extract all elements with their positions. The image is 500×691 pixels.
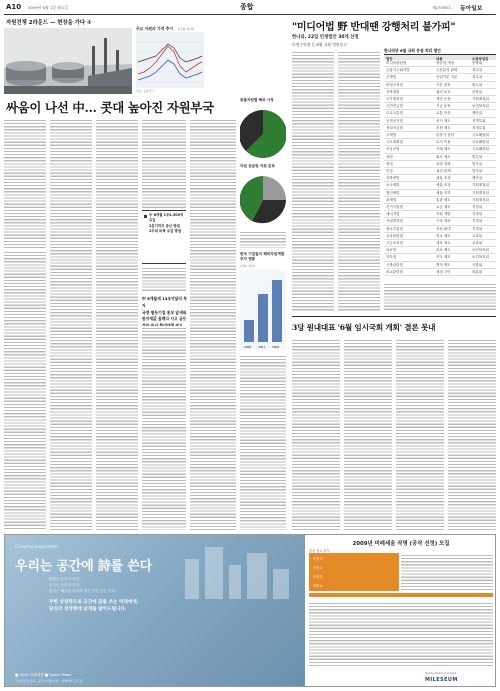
table-row xyxy=(384,89,496,96)
section-name: 종합 xyxy=(240,3,254,11)
table-cell-committee: 교과위 xyxy=(472,241,483,245)
issue-date: 2009년 6월 1일 월요일 xyxy=(28,5,69,10)
ad-tagline: Creative Inspiration xyxy=(15,545,59,550)
table-row xyxy=(384,146,496,153)
bills-table-title: 한나라당 6월 국회 중점 처리 법안 xyxy=(384,48,441,53)
table-cell-committee: 보건복지위 xyxy=(472,104,489,109)
contest-label-2: 지정 2 xyxy=(313,566,323,570)
side-chart-column xyxy=(238,96,288,530)
contest-orange-block xyxy=(309,553,399,591)
table-row xyxy=(384,226,496,233)
table-cell-committee: 지경위 xyxy=(472,219,483,224)
contest-label-1: 지정 1 xyxy=(313,557,323,561)
table-row xyxy=(384,103,496,110)
table-cell-content: 재외 국민 xyxy=(436,269,451,274)
table-cell-bill: 공직선거법 xyxy=(386,118,403,123)
table-cell-content: 세율 인하 xyxy=(436,190,451,195)
right-divider xyxy=(292,316,496,317)
table-cell-committee: 국토해양위 xyxy=(472,140,489,145)
table-header-committee: 소관상임위 xyxy=(472,56,489,61)
table-cell-bill: 국가재정법 xyxy=(386,97,403,101)
table-cell-bill: 의료법 xyxy=(386,248,397,253)
table-row xyxy=(384,125,496,132)
table-row xyxy=(384,161,496,168)
contest-title: 2009년 미래세움 작명 (공작 선정) 모집 xyxy=(352,541,450,547)
contest-desc xyxy=(401,553,493,591)
table-cell-bill: 금융지주회사법 xyxy=(386,68,410,73)
table-cell-content: 의료 제도 xyxy=(436,248,451,253)
table-cell-content: 지원 확대 xyxy=(436,226,451,231)
table-row xyxy=(384,168,496,175)
series-kicker: 자원전쟁 2라운드 — 현장을 가다 ① xyxy=(6,20,92,26)
table-cell-committee: 환노위 xyxy=(472,82,483,87)
table-cell-content: 약국 제도 xyxy=(436,255,451,260)
table-cell-committee: 기획재정위 xyxy=(472,197,489,202)
main-headline: 싸움이 나선 中… 콧대 높아진 자원부국 xyxy=(6,100,214,115)
table-cell-content: 기금 운용 xyxy=(436,104,451,109)
right-body-col-3 xyxy=(384,282,496,312)
bar-2007 xyxy=(258,294,268,342)
body-col-4 xyxy=(142,118,186,208)
right-byline-head: 이명수의장 등 6월 국회 정원보고 xyxy=(292,42,347,47)
table-row xyxy=(384,118,496,125)
table-cell-content: 거래 제도 xyxy=(436,147,451,152)
price-chart-source: 자료: 블룸버그 xyxy=(136,89,155,93)
paper-name: 동아일보 xyxy=(460,6,483,12)
ad-lead: 무한 상상력으로 공간에 글를 쓰는 미래에셋, 당신의 상상력에 날개를 달아드립니다. xyxy=(49,600,139,612)
table-row xyxy=(384,204,496,211)
table-header-bill: 법안 xyxy=(386,56,393,61)
table-cell-committee: 보건복지위 xyxy=(472,255,489,260)
table-cell-content: 병역 제도 xyxy=(436,262,451,267)
side-chart-1-title: 광물자원별 해외 시장 xyxy=(240,98,274,102)
table-cell-content: 처벌 강화 xyxy=(436,161,451,166)
refinery-photo xyxy=(4,28,132,94)
table-row xyxy=(384,218,496,225)
table-cell-content: 선거 제도 xyxy=(436,118,451,123)
second-body-col-1 xyxy=(292,338,340,530)
ad-small-line-2: 우주는 우리의 인간, xyxy=(49,583,81,587)
bar-label-2006: 2006 xyxy=(244,345,252,349)
side-body xyxy=(240,354,286,530)
edition-number: 제27006호 xyxy=(432,5,452,10)
second-body-col-2 xyxy=(344,338,392,530)
table-row xyxy=(384,175,496,182)
ad-building-silhouette xyxy=(175,539,301,599)
contest-orange-strip xyxy=(309,593,493,597)
table-cell-content: 금산분리 완화 xyxy=(436,68,458,73)
table-cell-committee: 문방위 xyxy=(472,89,483,94)
table-cell-committee: 법사위 xyxy=(472,154,483,159)
table-cell-committee: 정무위 xyxy=(472,68,483,73)
right-body-col-1 xyxy=(292,50,334,312)
table-cell-bill: 법인세법 xyxy=(386,190,400,195)
table-cell-content: 세율 조정 xyxy=(436,176,451,181)
table-cell-committee: 행안위 xyxy=(472,111,483,116)
page-number: A10 xyxy=(6,3,22,11)
table-cell-content: 요금 제도 xyxy=(436,205,451,209)
table-cell-content: 교통 안전 xyxy=(436,111,451,116)
table-cell-bill: 산업발전법 xyxy=(386,219,403,224)
contest-label-4: 지정 4 xyxy=(313,584,323,588)
table-cell-content: 기간 연장 xyxy=(436,82,451,87)
table-cell-committee: 정개특위 xyxy=(472,118,486,123)
table-cell-content: 학교 제도 xyxy=(436,233,451,238)
table-cell-content: 자원 개발 xyxy=(436,212,451,217)
table-row xyxy=(384,254,496,261)
table-cell-committee: 외통위 xyxy=(472,269,483,274)
table-cell-committee: 법사위 xyxy=(472,169,483,173)
table-cell-bill: 교육관련법 xyxy=(386,233,403,238)
table-row xyxy=(384,240,496,247)
table-cell-content: 대학 제도 xyxy=(436,241,451,245)
contest-rules xyxy=(309,601,493,667)
table-row xyxy=(384,190,496,197)
table-cell-content: 통관 제도 xyxy=(436,197,451,202)
contest-subtitle: 관련 참고 분야 xyxy=(309,549,330,553)
table-cell-committee: 문방위 xyxy=(472,61,483,65)
table-cell-content: 산업자본 지분 xyxy=(436,75,458,80)
table-cell-bill: 약사법 xyxy=(386,255,397,260)
table-cell-content: 토지 이용 xyxy=(436,140,451,145)
table-cell-bill: 비정규직법 xyxy=(386,82,403,87)
table-cell-bill: 저작권법 xyxy=(386,89,400,94)
table-cell-committee: 기획재정위 xyxy=(472,190,489,195)
price-chart xyxy=(134,26,206,94)
bills-table-body xyxy=(384,60,496,280)
body-col-1 xyxy=(4,118,46,248)
table-cell-bill: 국방관련법 xyxy=(386,262,403,267)
table-cell-committee: 법사위 xyxy=(472,161,483,166)
table-row xyxy=(384,82,496,89)
bills-table xyxy=(384,48,496,280)
table-cell-bill: 부동산법 xyxy=(386,147,400,152)
body-col-4-c xyxy=(142,326,186,530)
body-col-1-b xyxy=(4,250,46,530)
table-cell-content: 후원 제도 xyxy=(436,125,451,130)
table-cell-bill: 주택법 xyxy=(386,133,397,137)
table-row xyxy=(384,74,496,81)
side-chart-3-unit: (단위: 달러) xyxy=(240,264,255,268)
second-body-col-3 xyxy=(396,338,444,530)
table-cell-bill: 관세법 xyxy=(386,197,397,202)
table-cell-committee: 행안위 xyxy=(472,176,483,181)
table-cell-bill: 상법 xyxy=(386,154,393,159)
second-headline: 3당 원내대표 '6월 임시국회 개회' 결론 못내 xyxy=(292,323,436,332)
ad-banner xyxy=(4,534,496,687)
side-caption xyxy=(240,230,286,248)
table-row xyxy=(384,154,496,161)
table-row xyxy=(384,96,496,103)
price-chart-title: 주요 자원의 가격 추이 xyxy=(136,26,173,31)
side-chart-2-title: 자원 공급원 자원 분포 xyxy=(240,164,275,168)
right-body-col-2 xyxy=(338,50,380,312)
table-cell-bill: 민법 xyxy=(386,169,393,173)
table-row xyxy=(384,139,496,146)
table-cell-bill: 전기사업법 xyxy=(386,205,403,209)
table-cell-bill: 국민연금법 xyxy=(386,104,403,109)
ad-headline: 우리는 공간에 詩를 쓴다 xyxy=(15,559,152,574)
table-cell-bill: 소득세법 xyxy=(386,183,400,188)
table-cell-content: 방송법 개정 xyxy=(436,61,455,65)
contest-label-3: 지정 3 xyxy=(313,575,323,579)
ad-left-panel xyxy=(5,535,305,687)
side-chart-3-title: 한국 기업들의 해외자원개발 투자 현황 xyxy=(240,252,285,261)
table-cell-bill: 형법 xyxy=(386,161,393,166)
table-cell-committee: 국방위 xyxy=(472,262,483,267)
table-cell-content: 세율 조정 xyxy=(436,183,451,188)
table-cell-committee: 정무위 xyxy=(472,75,483,80)
masthead xyxy=(0,0,500,14)
table-cell-bill: 미디어관련법 xyxy=(386,61,407,65)
ad-small-line-1: 밤꽃은 유년의 자동, xyxy=(49,577,81,581)
table-row xyxy=(384,233,496,240)
header-divider xyxy=(4,14,496,15)
ad-footer: ■ 2009 미래에셋 ■ Space Poem xyxy=(15,673,72,677)
table-cell-committee: 정개특위 xyxy=(472,125,486,130)
table-cell-committee: 국토해양위 xyxy=(472,147,489,152)
body-col-2 xyxy=(50,118,92,530)
body-subhead: 中 6개월새 13조억달러 투자 국영·협동기업 통보 앞세워 원자재값 올해다 사고 금등 xyxy=(142,296,188,322)
table-row xyxy=(384,247,496,254)
subhead-box-icon xyxy=(144,215,147,218)
pie-2-slice-a xyxy=(263,176,286,200)
table-cell-content: 권리 관계 xyxy=(436,169,451,173)
table-cell-bill: 도로교통법 xyxy=(386,111,403,116)
bar-label-2008: 2008 xyxy=(272,345,280,349)
table-cell-committee: 기획재정위 xyxy=(472,97,489,101)
ad-small-line-3: 한지는 해상을 얻하게 찾은 공간 얻는 가치. xyxy=(49,589,117,593)
ad-footer-sub: 부동산공간가치 · 공간가치합니다 · 미래에셋 공모전 xyxy=(15,679,83,683)
price-chart-unit: (단위: 달러) xyxy=(178,26,194,31)
table-cell-committee: 국토해양위 xyxy=(472,133,489,137)
table-row xyxy=(384,269,496,276)
body-col-3 xyxy=(96,118,138,530)
table-row xyxy=(384,110,496,117)
table-cell-content: 권리 보호 xyxy=(436,89,451,94)
contest-brand-en: Space Poem Contest xyxy=(425,671,456,675)
table-cell-bill: 외교관련법 xyxy=(386,269,403,274)
table-cell-committee: 보건복지위 xyxy=(472,248,489,253)
table-cell-bill: 중소기업법 xyxy=(386,226,403,231)
investment-bar-chart xyxy=(240,270,286,350)
table-row xyxy=(384,211,496,218)
table-cell-committee: 기획재정위 xyxy=(472,183,489,188)
quote-headline: "미디어법 野 반대땐 강행처리 불가피" xyxy=(292,22,456,33)
bar-2008 xyxy=(272,280,282,342)
table-row xyxy=(384,67,496,74)
contest-panel xyxy=(305,535,496,687)
body-col-4-b xyxy=(142,266,186,292)
table-cell-content: 분양가 상한 xyxy=(436,133,455,137)
subhead-box xyxy=(142,210,186,264)
subhead-box-text: 中 6개월 1조4,500억 유입 2분기까지 증산 방침 2조대 비축 유입 방침 xyxy=(149,213,184,234)
table-header-content: 내용 xyxy=(436,56,443,61)
table-cell-bill: 고등교육법 xyxy=(386,241,403,245)
bar-label-2007: 2007 xyxy=(258,345,266,349)
body-col-5 xyxy=(190,118,236,530)
second-body-col-4 xyxy=(448,338,496,530)
table-row xyxy=(384,132,496,139)
table-cell-content: 회사 제도 xyxy=(436,154,451,159)
table-cell-bill: 에너지법 xyxy=(386,212,400,217)
contest-brand: MILESEUM xyxy=(425,677,458,683)
table-cell-committee: 지경위 xyxy=(472,212,483,217)
table-cell-bill: 정치자금법 xyxy=(386,125,403,130)
right-subhead: 한나라, 22일 민생법안 30개 선정 xyxy=(292,35,359,40)
table-row xyxy=(384,262,496,269)
table-cell-bill: 지방세법 xyxy=(386,176,400,181)
table-cell-committee: 교과위 xyxy=(472,233,483,238)
table-cell-content: 재정 운용 xyxy=(436,97,451,101)
bar-2006 xyxy=(244,320,254,342)
table-row xyxy=(384,60,496,67)
table-cell-bill: 은행법 xyxy=(386,75,397,80)
table-row xyxy=(384,182,496,189)
table-cell-bill: 국토계획법 xyxy=(386,140,403,145)
table-row xyxy=(384,197,496,204)
table-cell-committee: 지경위 xyxy=(472,205,483,209)
table-cell-committee: 지경위 xyxy=(472,226,483,231)
table-cell-content: 구조 개선 xyxy=(436,219,451,224)
